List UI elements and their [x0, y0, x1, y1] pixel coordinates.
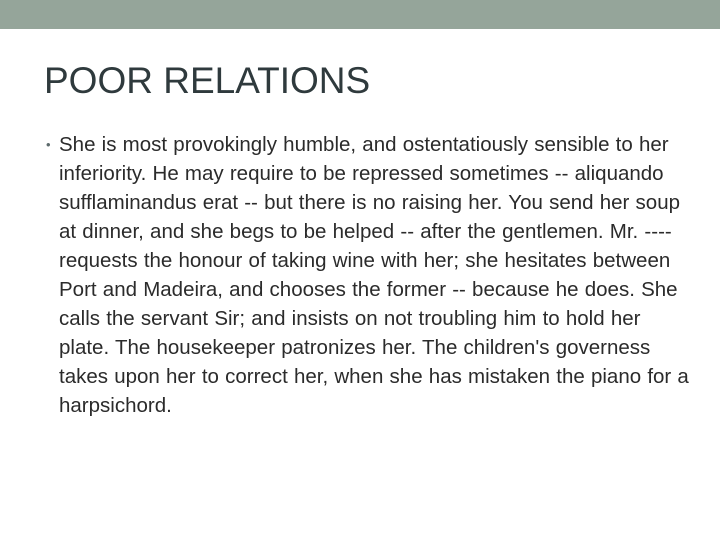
bullet-list	[0, 130, 689, 420]
bullet-text: She is most provokingly humble, and ostentatiously sensible to her inferiority. He may require to be repressed sometimes -- aliquando sufflaminandus erat -- but there is no raising her. You send her soup at dinner, and she begs to be helped -- after the gentlemen. Mr. ---- requests the honour of taking wine with her; she hesitates between Port and Madeira, and chooses the former -- because he does. She calls the servant Sir; and insists on not troubling him to hold her plate. The housekeeper patronizes her. The children's governess takes upon her to correct her, when she has mistaken the piano for a harpsichord.	[59, 133, 689, 417]
slide-title: POOR RELATIONS	[44, 60, 371, 101]
slide-header-bar	[0, 0, 720, 29]
bullet-item	[0, 130, 689, 420]
bullet-marker: •	[46, 137, 51, 152]
